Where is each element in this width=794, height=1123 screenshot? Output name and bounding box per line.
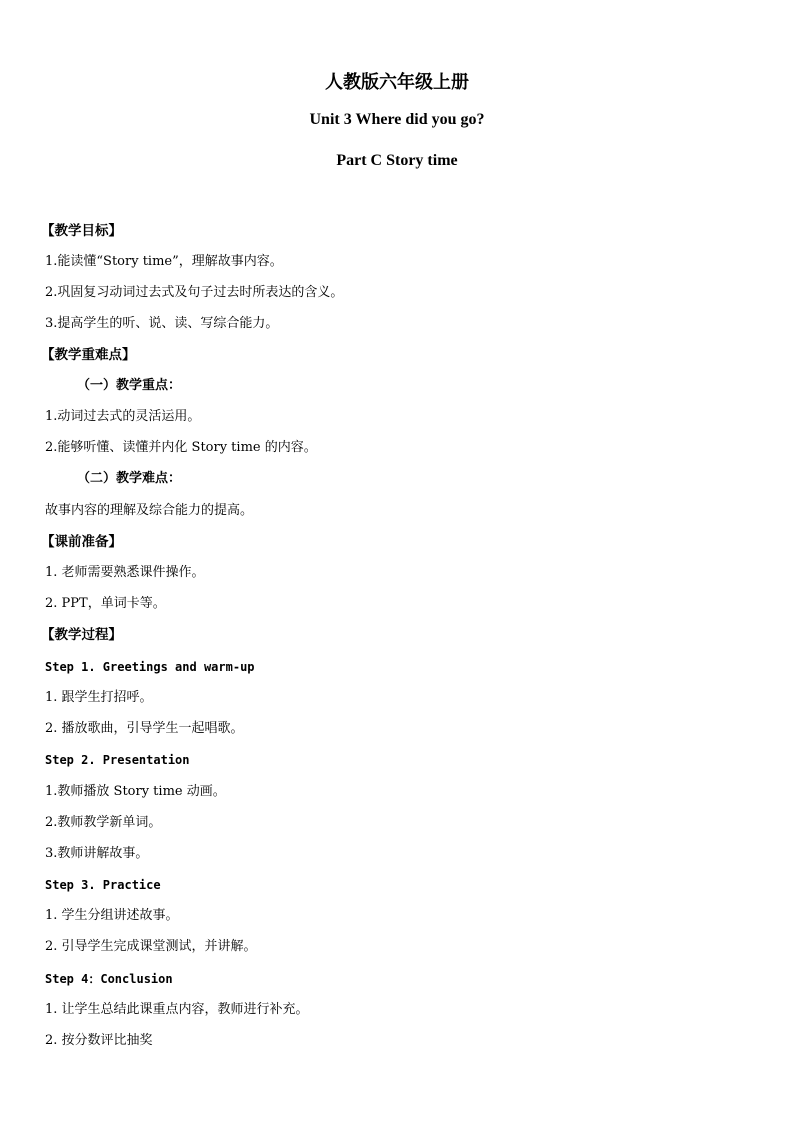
focus-heading: （一）教学重点： xyxy=(77,378,182,393)
preparation-item: 2. PPT，单词卡等。 xyxy=(45,596,166,611)
focus-item: 2.能够听懂、读懂并内化 Story time 的内容。 xyxy=(45,440,317,455)
step-item: 1. 跟学生打招呼。 xyxy=(45,690,153,705)
unit-title: Unit 3 Where did you go? xyxy=(309,111,485,128)
step-title: Step 4：Conclusion xyxy=(45,972,173,986)
step-item: 1. 学生分组讲述故事。 xyxy=(45,908,179,923)
step-item: 3.教师讲解故事。 xyxy=(45,846,149,861)
process-heading: 【教学过程】 xyxy=(41,627,122,643)
document-title: 人教版六年级上册 xyxy=(325,72,469,93)
objective-item: 3.提高学生的听、说、读、写综合能力。 xyxy=(45,316,279,331)
step-title: Step 2. Presentation xyxy=(45,753,190,767)
step-item: 1.教师播放 Story time 动画。 xyxy=(45,784,226,799)
focus-item: 1.动词过去式的灵活运用。 xyxy=(45,409,201,424)
step-item: 2. 引导学生完成课堂测试，并讲解。 xyxy=(45,939,257,954)
step-item: 2.教师教学新单词。 xyxy=(45,815,162,830)
difficulty-item: 故事内容的理解及综合能力的提高。 xyxy=(45,503,254,518)
step-title: Step 3. Practice xyxy=(45,878,161,892)
step-title: Step 1. Greetings and warm-up xyxy=(45,660,255,674)
objective-item: 1.能读懂“Story time”，理解故事内容。 xyxy=(45,254,283,269)
key-points-heading: 【教学重难点】 xyxy=(41,347,136,363)
preparation-item: 1. 老师需要熟悉课件操作。 xyxy=(45,565,205,580)
part-title: Part C Story time xyxy=(336,152,458,169)
difficulty-heading: （二）教学难点： xyxy=(77,471,182,486)
step-item: 2. 按分数评比抽奖 xyxy=(45,1033,153,1048)
step-item: 2. 播放歌曲，引导学生一起唱歌。 xyxy=(45,721,244,736)
preparation-heading: 【课前准备】 xyxy=(41,534,122,550)
objective-item: 2.巩固复习动词过去式及句子过去时所表达的含义。 xyxy=(45,285,344,300)
step-item: 1. 让学生总结此课重点内容，教师进行补充。 xyxy=(45,1002,309,1017)
objectives-heading: 【教学目标】 xyxy=(41,223,122,239)
